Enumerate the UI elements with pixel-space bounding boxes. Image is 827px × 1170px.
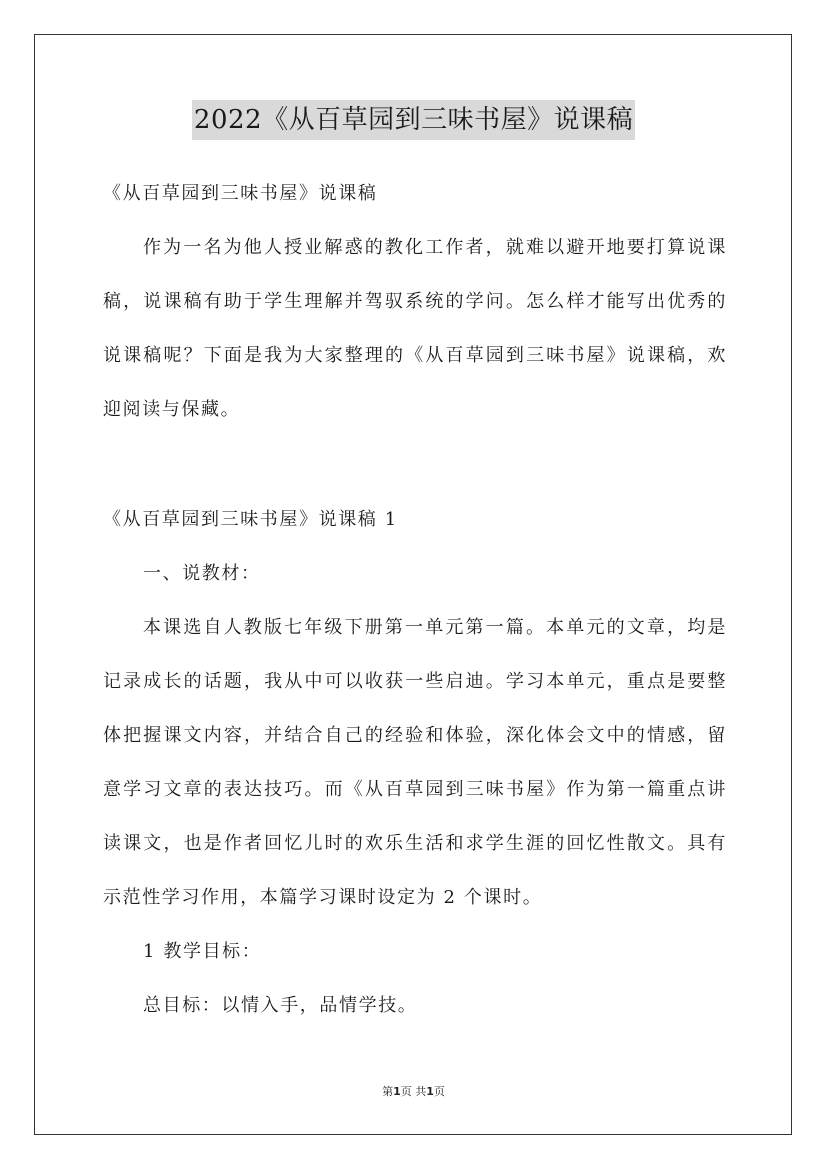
footer-label-b: 页 共 [400,1085,427,1098]
body-paragraph: 本课选自人教版七年级下册第一单元第一篇。本单元的文章，均是记录成长的话题，我从中可以收获一些启迪。学习本单元，重点是要整体把握课文内容，并结合自己的经验和体验，深化体会文中的情感，留意学习文章的表达技巧。而《从百草园到三味书屋》作为第一篇重点讲读课文，也是作者回忆儿时的欢乐生活和求学生涯的回忆性散文。具有示范性学习作用，本篇学习课时设定为 2 个课时。 [103,617,727,908]
intro-paragraph: 作为一名为他人授业解惑的教化工作者，就难以避开地要打算说课稿，说课稿有助于学生理解并驾驭系统的学问。怎么样才能写出优秀的说课稿呢？下面是我为大家整理的《从百草园到三味书屋》说课稿，欢迎阅读与保藏。 [103,237,727,420]
footer-page-number: 1 [393,1085,401,1098]
footer-label-c: 页 [433,1085,445,1098]
page-footer [0,1083,827,1099]
part-heading: 一、说教材： [143,563,261,584]
footer-label-a: 第 [382,1085,394,1098]
section-heading: 《从百草园到三味书屋》说课稿 1 [103,509,398,530]
subtitle: 《从百草园到三味书屋》说课稿 [103,183,378,204]
goal-heading: 1 教学目标： [143,941,262,962]
footer-total-pages: 1 [426,1085,434,1098]
goal-text: 总目标：以情入手，品情学技。 [143,995,418,1016]
document-title: 2022《从百草园到三味书屋》说课稿 [192,100,635,140]
title-container [0,100,827,140]
